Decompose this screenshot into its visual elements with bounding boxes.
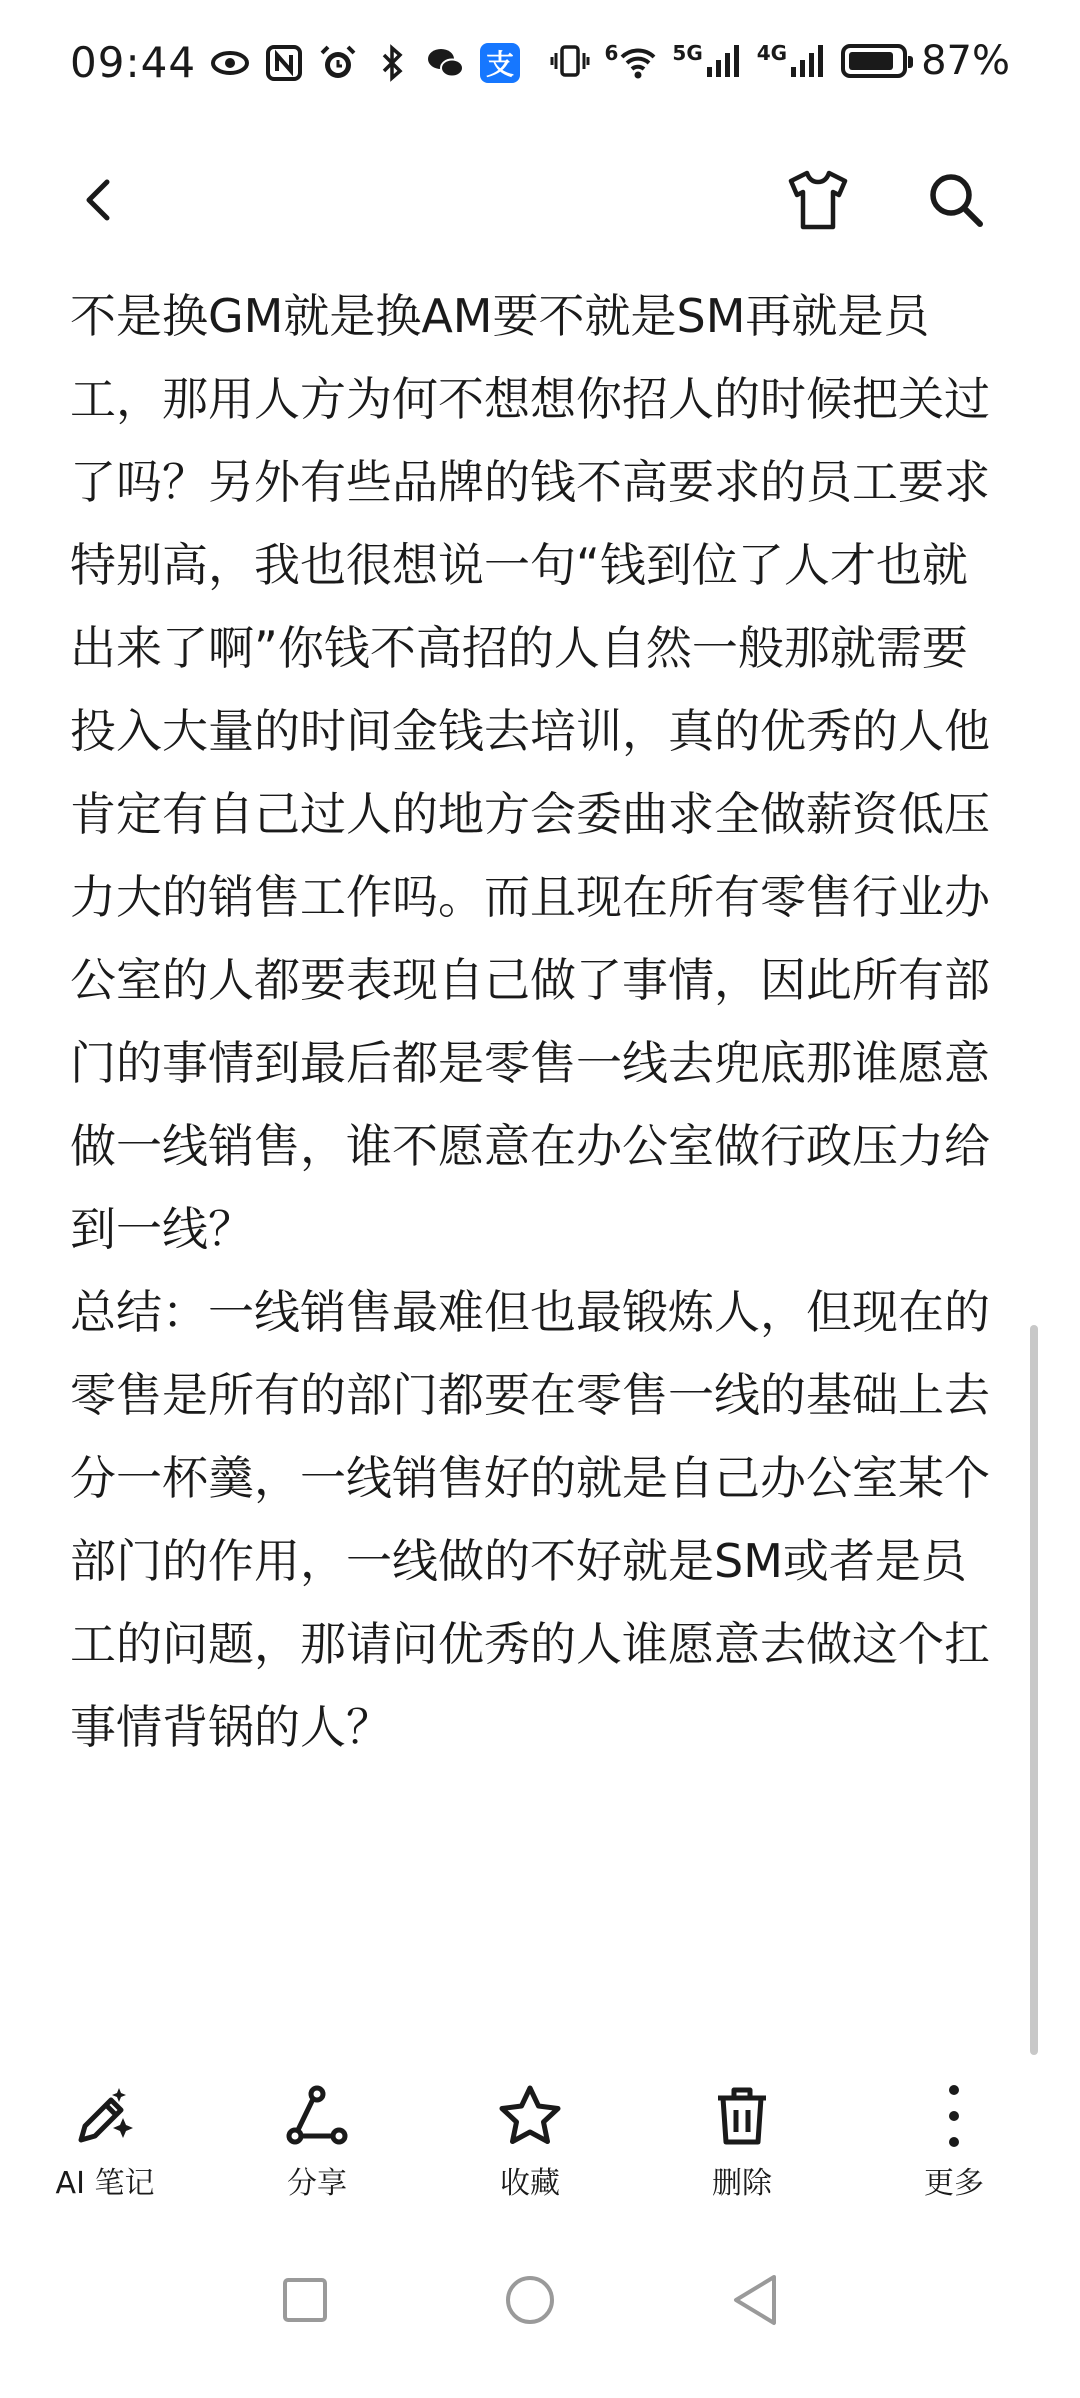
signal-icon xyxy=(703,41,743,81)
share-button[interactable] xyxy=(237,2080,397,2202)
wifi-label: 6 xyxy=(604,41,619,65)
star-icon xyxy=(494,2080,566,2152)
nav-back-button[interactable] xyxy=(700,2250,810,2350)
wifi-group xyxy=(604,41,658,81)
signal-5g-group xyxy=(672,41,742,81)
alipay-icon: 支 xyxy=(480,43,520,83)
ai-notes-button[interactable] xyxy=(25,2080,185,2202)
signal-4g-label: 4G xyxy=(756,41,788,65)
home-button[interactable] xyxy=(475,2250,585,2350)
recents-icon xyxy=(281,2276,329,2324)
more-button[interactable] xyxy=(874,2080,1034,2202)
action-label: 删除 xyxy=(712,2166,772,2201)
search-button[interactable] xyxy=(906,150,1006,250)
article-paragraph: 不是换GM就是换AM要不就是SM再就是员工，那用人方为何不想想你招人的时候把关过了吗？另外有些品牌的钱不高要求的员工要求特别高，我也很想说一句“钱到位了人才也就出来了啊”你钱不高招的人自然一般那就需要投入大量的时间金钱去培训，真的优秀的人他肯定有自己过人的地方会委曲求全做薪资低压力大的销售工作吗。而且现在所有零售行业办公室的人都要表现自己做了事情，因此所有部门的事情到最后都是零售一线去兜底那谁愿意做一线销售，谁不愿意在办公室做行政压力给到一线？ xyxy=(70,289,990,1256)
favorite-button[interactable] xyxy=(450,2080,610,2202)
back-icon xyxy=(76,176,124,224)
status-right xyxy=(550,38,1010,84)
theme-button[interactable] xyxy=(768,150,868,250)
status-left xyxy=(70,38,520,87)
alarm-icon xyxy=(318,43,358,83)
vibrate-icon xyxy=(550,41,590,81)
signal-icon xyxy=(787,41,827,81)
search-icon xyxy=(924,168,988,232)
delete-button[interactable] xyxy=(662,2080,822,2202)
article-paragraph: 总结：一线销售最难但也最锻炼人，但现在的零售是所有的部门都要在零售一线的基础上去分一杯羹，一线销售好的就是自己办公室某个部门的作用，一线做的不好就是SM或者是员工的问题，那请问优秀的人谁愿意去做这个扛事情背锅的人？ xyxy=(70,1285,990,1754)
more-icon xyxy=(918,2080,990,2152)
scrollbar[interactable] xyxy=(1030,1325,1038,2055)
eye-icon xyxy=(210,43,250,83)
action-label: 分享 xyxy=(287,2166,347,2201)
recents-button[interactable] xyxy=(250,2250,360,2350)
action-label: AI 笔记 xyxy=(55,2166,155,2201)
battery-icon xyxy=(841,44,907,78)
home-icon xyxy=(503,2273,557,2327)
share-icon xyxy=(281,2080,353,2152)
system-nav-bar xyxy=(0,2250,1080,2360)
action-label: 更多 xyxy=(924,2166,984,2201)
top-toolbar xyxy=(0,150,1080,250)
signal-5g-label: 5G xyxy=(672,41,703,65)
battery-cap xyxy=(908,56,913,68)
nfc-icon xyxy=(264,43,304,83)
back-button[interactable] xyxy=(50,150,150,250)
bluetooth-icon xyxy=(372,43,412,83)
action-label: 收藏 xyxy=(500,2166,560,2201)
signal-4g-group xyxy=(757,41,827,81)
wechat-icon xyxy=(426,43,466,83)
wifi-icon xyxy=(618,41,658,81)
back-nav-icon xyxy=(730,2273,780,2327)
battery-fill xyxy=(849,52,893,70)
trash-icon xyxy=(706,2080,778,2152)
status-bar xyxy=(0,0,1080,130)
article-body xyxy=(70,275,1010,1769)
theme-shirt-icon xyxy=(783,165,853,235)
battery-percent: 87% xyxy=(921,38,1010,84)
status-time: 09:44 xyxy=(70,38,197,87)
bottom-action-bar xyxy=(0,2080,1080,2210)
ai-pen-icon xyxy=(69,2080,141,2152)
